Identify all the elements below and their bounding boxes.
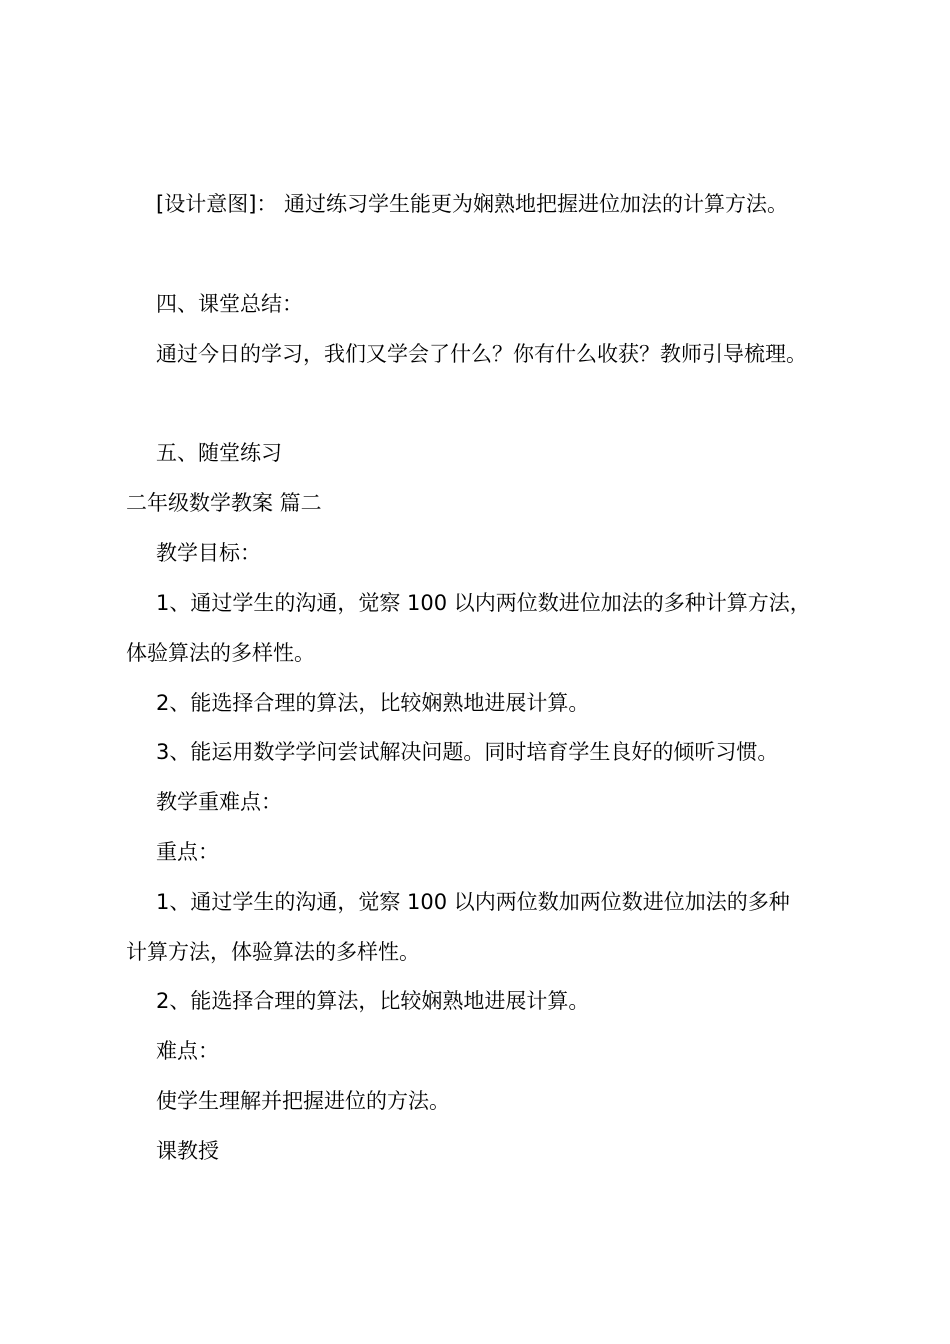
section-heading-summary: 四、课堂总结： xyxy=(156,292,303,316)
teaching-goals-heading: 教学目标： xyxy=(156,541,261,565)
design-intent-paragraph: [设计意图]： 通过练习学生能更为娴熟地把握进位加法的计算方法。 xyxy=(156,192,789,216)
section-heading-practice: 五、随堂练习 xyxy=(156,441,282,465)
key-points-heading: 重点： xyxy=(156,840,219,864)
key-point-1-line-2: 计算方法，体验算法的多样性。 xyxy=(126,940,420,964)
goal-1-line-2: 体验算法的多样性。 xyxy=(126,641,315,665)
goal-2: 2、能选择合理的算法，比较娴熟地进展计算。 xyxy=(156,691,590,715)
key-difficulties-heading: 教学重难点： xyxy=(156,790,282,814)
key-point-2: 2、能选择合理的算法，比较娴熟地进展计算。 xyxy=(156,989,590,1013)
difficulty-heading: 难点： xyxy=(156,1039,219,1063)
goal-1-line-1: 1、通过学生的沟通，觉察 100 以内两位数进位加法的多种计算方法， xyxy=(156,591,811,615)
key-point-1-line-1: 1、通过学生的沟通，觉察 100 以内两位数加两位数进位加法的多种 xyxy=(156,890,790,914)
lesson-heading-fragment: 课教授 xyxy=(156,1139,219,1163)
lesson-plan-title: 二年级数学教案 篇二 xyxy=(126,491,322,515)
summary-paragraph: 通过今日的学习，我们又学会了什么？你有什么收获？教师引导梳理。 xyxy=(156,342,807,366)
goal-3: 3、能运用数学学问尝试解决问题。同时培育学生良好的倾听习惯。 xyxy=(156,740,779,764)
difficulty-text: 使学生理解并把握进位的方法。 xyxy=(156,1089,450,1113)
